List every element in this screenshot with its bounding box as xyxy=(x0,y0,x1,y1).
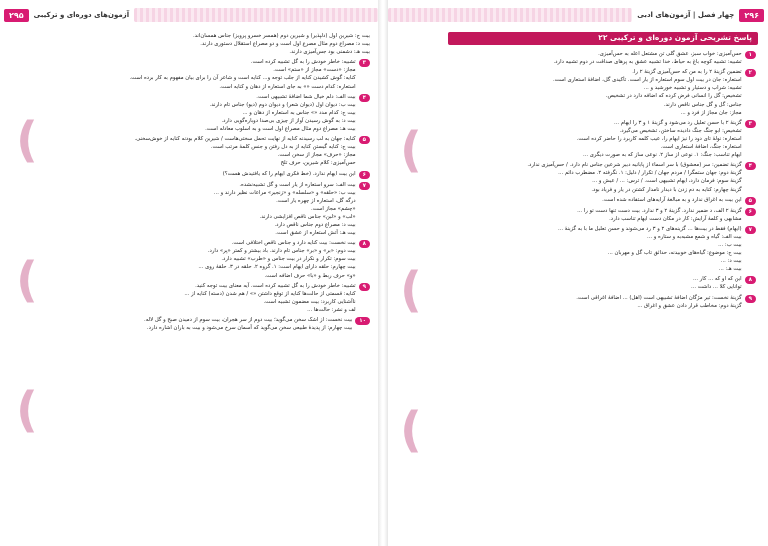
answer-block xyxy=(12,58,370,90)
text-line: گزینهٔ تضمین: سر (معشوق) با سر اسماء از پابانیه دبیر شرعین جناس نام دارد. / حس‌آمیزی ندارد. xyxy=(527,162,742,169)
text-line: بیت هـ: ... xyxy=(718,266,742,273)
text-line: بیت چهارم: حلقه دارای ایهام است: ۱. گروه ۲. حلقه در ۳. حلقهٔ روی ... xyxy=(198,264,356,271)
text-line: بیت دوم: «بر» و «بر» جناس تام دارند. باد بیشتر و کمتر «پر» دارد. xyxy=(207,248,356,255)
answer-block xyxy=(396,225,756,274)
text-line: تشبیه: شراب و دستیار و تشبیه خورشید و ... xyxy=(643,85,742,92)
text-line: بیت د: مصراع دوم جناس ناقص دارد. xyxy=(274,221,356,228)
question-number-badge: ۷ xyxy=(745,226,756,234)
question-number-badge: ۵ xyxy=(745,197,756,205)
answer-text xyxy=(12,32,370,56)
text-line: بیت ب: «حلقه» و «سلسله» و «زنجیر» مراعات نظیر دارند و ... xyxy=(213,189,356,196)
question-number-badge: ۴ xyxy=(745,162,756,170)
text-line: بیت ب: ... xyxy=(718,241,742,248)
text-line: این بیت به اغراق ندارد و به مبالغهٔ آرایه‌های استفاده شده است. xyxy=(602,196,742,203)
answer-text xyxy=(396,207,742,223)
text-line: تشخیص: گل را انسانی فرض کرده که اضافه دارد در تشخیص. xyxy=(605,93,742,100)
text-line: گزینهٔ نخست: تیر مژگان اضافهٔ تشبیهی است (اهل) ... اضافهٔ اغراقی است. xyxy=(576,294,742,301)
text-line: تشبیه: تشبیه کوچه باغ به حیاط، خدا تشبیه عشق به پرهای صداقت در دوم تشبیه دارد. xyxy=(553,59,742,66)
page-number: ۲۹۶ xyxy=(739,9,764,22)
text-line: بیت الف: سرو استعاره از یار است و گل تشبیه‌نشده. xyxy=(239,181,356,188)
text-line: گزینهٔ سوم: فرمان دارد، ایهام تشبیهی است. / ترس: ... / عیش و ... xyxy=(592,178,742,185)
right-page-header xyxy=(388,6,764,24)
text-line: ناآشنایی کاربرد: بیت مضمون تشبیه است. xyxy=(263,298,356,305)
text-line: جناس: گل و گل جناس ناقص دارند. xyxy=(663,101,742,108)
text-line: استعاره: جان در بیت اول سوم استعاره از یار است. تأکیدی گل، اضافهٔ استعاری است. xyxy=(552,77,742,84)
text-line: بیت ج: کنایه گیستن کنایه از به دل رفتن و جنس کلمهٔ مرتب است. xyxy=(210,144,356,151)
question-number-badge: ۵ xyxy=(359,136,370,144)
answer-block xyxy=(396,161,756,193)
margin-ornament-icon: ( xyxy=(400,402,422,458)
margin-ornament-icon: ( xyxy=(400,122,422,178)
text-line: کنایه: گوش کشیدن کنایه از جلب توجه و... کنایه است و شاعر آن را برای بیان مفهوم به کار برده است. xyxy=(129,75,356,82)
header-decorative-band xyxy=(388,8,632,22)
text-line: تشخیص: ابو جنگ جنگ دادیده ساختن، تشخیص می‌گیرد. xyxy=(619,127,742,134)
text-line: مجاز: «حرف» مجاز از سخن است. xyxy=(277,152,356,159)
left-page xyxy=(4,6,378,542)
question-number-badge: ۳ xyxy=(359,59,370,67)
answer-text xyxy=(396,196,742,204)
answer-text xyxy=(396,50,742,66)
question-number-badge: ۱۰ xyxy=(355,317,370,325)
text-line: استعاره: جنگ، اضافهٔ استعاری است. xyxy=(660,144,742,151)
answer-text xyxy=(396,275,742,291)
answer-text xyxy=(12,239,356,279)
answer-text xyxy=(12,170,356,178)
right-page-body xyxy=(396,50,756,318)
text-line: تضمین گزینهٔ ۲ را به من که حس‌آمیزی گزینهٔ ۲ را. xyxy=(632,69,742,76)
answer-text xyxy=(12,181,356,238)
text-line: ایهام تناسب: جنگ: ۱. نوعی از ساز ۲. نوعی ساز که به صورت دیگری ... xyxy=(583,152,742,159)
text-line: بیت سوم: تکرار و نکرار در بیت جناس و «طرب» تشبیه دارد. xyxy=(221,256,356,263)
text-line: استعاره: کدام دست «» به جای استعاره از دهان و کنایه است. xyxy=(219,83,356,90)
text-line: تشبیه: خاطر خودش را به گل تشبیه کرده است. xyxy=(250,59,356,66)
answer-text xyxy=(396,161,742,193)
header-title: چهار فصل | آزمون‌های ادبی xyxy=(637,11,735,19)
text-line: «لب» و «لبن» جناس ناقص افزایشی دارند. xyxy=(259,213,356,220)
left-page-body xyxy=(12,32,370,334)
book-gutter xyxy=(378,0,388,546)
answer-text xyxy=(12,93,356,133)
text-line: «و» حرف ربط و «با» حرف اضافه است. xyxy=(264,272,356,279)
text-line: توانایی کلا ... داشت ... xyxy=(690,284,742,291)
text-line: بیت د: به گوش رسیدن آواز از چیزی بی‌صدا دوباره‌گویی دارد. xyxy=(221,117,356,124)
answer-block xyxy=(12,135,370,167)
answer-block xyxy=(12,93,370,133)
answer-block xyxy=(396,294,756,310)
question-number-badge: ۹ xyxy=(359,283,370,291)
answer-text xyxy=(12,58,356,90)
text-line: گزینهٔ ۲ الف، د ضمیر ندارد. گزینهٔ ۲ و ۳ ندارد. بیت دست تنها دست تو را ... xyxy=(577,207,742,214)
text-line: بیت د: مصراع دوم مثال مصرع اول است و دو مصراع استقلال دستوری دارند. xyxy=(200,41,370,48)
answer-block xyxy=(396,207,756,223)
question-number-badge: ۶ xyxy=(745,208,756,216)
text-line: مجاز: جان مجاز از فرد و ... xyxy=(680,109,742,116)
answer-text xyxy=(396,294,742,310)
answer-text xyxy=(12,135,356,167)
text-line: استعاره: نولهٔ تای دود را نیز ایهام را، عیب کلمه کاربرد را حاضر کرده است. xyxy=(576,135,742,142)
text-line: این که او که ... کار ... xyxy=(693,276,742,283)
question-number-badge: ۷ xyxy=(359,182,370,190)
answer-text xyxy=(12,316,352,332)
text-line: «چشم» مجاز است. xyxy=(311,205,356,212)
text-line: گزینهٔ دوم: مخاطب قرار دادن عشق و اغراق ... xyxy=(637,302,742,309)
text-line: بیت ج: کدام مدد «» جناس به استعاره از دهان و ... xyxy=(242,109,356,116)
question-number-badge: ۶ xyxy=(359,171,370,179)
left-page-header xyxy=(4,6,378,24)
text-line: گزینهٔ دوم: جهان ستمگرا / مردم جهان / تکرار / دلیل: ۱. نگرفته ۲. مضطرب دائم ... xyxy=(558,170,742,177)
text-line: بیت نخست: از اشک سخن می‌گوید؛ بیت دوم از سر هجران، بیت سوم از دمیدن صبح و گل لاله. xyxy=(144,317,353,323)
answer-block xyxy=(12,170,370,179)
question-number-badge: ۴ xyxy=(359,94,370,102)
text-line: بیت الف: دلم خیال شما اضافهٔ تشبیهی است. xyxy=(256,93,356,100)
text-line: این بیت ایهام ندارد. (خط فکری ایهام را که یافتیدش هست؟) xyxy=(222,170,356,177)
question-number-badge: ۸ xyxy=(745,276,756,284)
text-line: بیت ج: شیرین اول (دلپذیر) و شیرین دوم (همسر خسرو پرویز) جناس همسان‌اند. xyxy=(192,33,370,39)
margin-ornament-icon: ( xyxy=(16,112,38,168)
answer-block xyxy=(12,282,370,314)
text-line: لف و نشر: حالت‌ها ... xyxy=(307,306,356,313)
margin-ornament-icon: ( xyxy=(400,262,422,318)
answer-block xyxy=(12,239,370,279)
question-number-badge: ۲ xyxy=(745,69,756,77)
answer-block xyxy=(12,32,370,56)
text-line: حس‌آمیزی: کلام شیرین، حرف تلخ xyxy=(280,160,356,167)
question-number-badge: ۸ xyxy=(359,240,370,248)
text-line: بیت چهارم: از پدیدهٔ طبیعی سخن می‌گوید که آسمان سرخ می‌شود و بیت به باران اشاره دارد. xyxy=(146,325,353,332)
answer-text xyxy=(396,225,742,274)
text-line: بیت د: ... xyxy=(720,258,742,265)
answer-block xyxy=(396,68,756,117)
text-line: حس‌آمیزی: خواب سبز، عشق گلی تن مشتعل اعله به حس‌آمیزی. xyxy=(598,51,742,57)
text-line: بیت نخست: بیت کنایه دارد و جناس ناقص اختلافی است. xyxy=(231,240,356,247)
text-line: درگه گل، استعاره از چهره یار است. xyxy=(276,197,356,204)
right-page xyxy=(388,6,764,542)
answers-section-title: پاسخ تشریحی آزمون دوره‌ای و ترکیبی ۲۲ xyxy=(448,32,758,45)
answer-block xyxy=(12,316,370,332)
answer-block xyxy=(396,119,756,159)
question-number-badge: ۳ xyxy=(745,120,756,128)
question-number-badge: ۹ xyxy=(745,295,756,303)
text-line: گزینهٔ ۲ با حسن تعلیل رد می‌شود و گزینهٔ ۱ و ۳ را ایهام ... xyxy=(614,119,742,126)
header-title: آزمون‌های دوره‌ای و ترکیبی xyxy=(33,11,130,19)
text-line: (ایهام) فقط در بیت‌ها ... گزینه‌های ۲ و ۳ رد می‌شوند و حسن تعلیل ما با به گزینهٔ ... xyxy=(557,225,742,232)
text-line: بیت هـ: آتش استعاره از عشق است. xyxy=(275,230,356,237)
question-number-badge: ۱ xyxy=(745,51,756,59)
answer-block xyxy=(396,196,756,205)
answer-text xyxy=(396,68,742,117)
answer-text xyxy=(396,119,742,159)
text-line: بیت ب: دیوان اول (دیوان شعر) و دیوان دوم (دیو) جناس تام دارند. xyxy=(209,101,356,108)
text-line: تشبیه: خاطر خودش را به گل تشبیه کرده است. آیه معنای بیت توجه کنید. xyxy=(195,282,356,289)
header-decorative-band xyxy=(134,8,378,22)
answer-text xyxy=(12,282,356,314)
text-line: بیت هـ: دشمنی بود جس‌آمیزی دارند. xyxy=(289,49,370,56)
answer-block xyxy=(12,181,370,238)
answer-block xyxy=(396,275,756,291)
text-line: بیت ج: موضوع: گیاه‌های خوبیدنه، حدائق تاب گل و مهربان ... xyxy=(607,250,742,257)
text-line: گزینهٔ چهارم: کنایه به دم زدن با دیدار نامدار کشتن در یار و فریاد بود. xyxy=(591,186,742,193)
page-number: ۲۹۵ xyxy=(4,9,29,22)
margin-ornament-icon: ( xyxy=(16,252,38,308)
text-line: مشابهی و کلمهٔ آرایش: کار در مکان دست ایهام تناسب دارد. xyxy=(609,215,742,222)
text-line: بیت الف: گیاه و شمع مشبه‌به و ستاره و ... xyxy=(647,233,742,240)
text-line: مجاز: «دست» مجاز از «ستم» است. xyxy=(273,67,356,74)
text-line: کنایه: جهان به لب رسیدنه کنایه از نهایت تحمل سختی‌هاست / شیرین کلام بودنه کنایه از خوش‌سخنی. xyxy=(134,136,356,143)
text-line: کنایه: قسمتی از حالت‌ها کنایه از توقع داشتن «» / هم شدن (دسته) کنایه از ... xyxy=(184,290,356,297)
text-line: بیت هـ: مصراع دوم مثال مصراع اول است و به اسلوب معادله است. xyxy=(205,126,356,133)
margin-ornament-icon: ( xyxy=(16,382,38,438)
answer-block xyxy=(396,50,756,66)
